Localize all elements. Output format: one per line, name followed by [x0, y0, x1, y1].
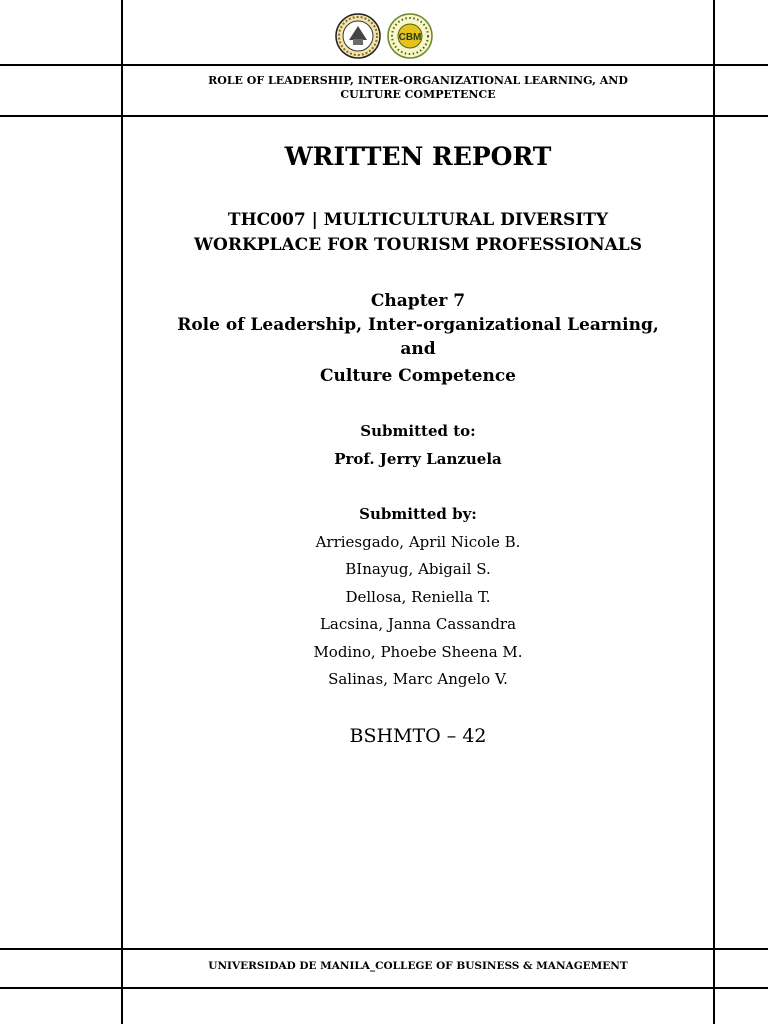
course-title: [123, 208, 713, 258]
course-title-line1: THC007 | MULTICULTURAL DIVERSITY: [227, 210, 609, 230]
section-code: BSHMTO – 42: [349, 725, 487, 747]
cbm-logo-text: CBM: [398, 32, 422, 43]
header-title-line1: ROLE OF LEADERSHIP, INTER-ORGANIZATIONAL LEARNING, AND: [208, 74, 628, 87]
header-top-rule: [0, 64, 768, 66]
submitted-to-label: Submitted to:: [360, 422, 476, 440]
member-name: Arriesgado, April Nicole B.: [315, 533, 521, 551]
submitted-to-name: Prof. Jerry Lanzuela: [334, 450, 502, 468]
header-bottom-rule: [0, 115, 768, 117]
chapter-title-line3: Culture Competence: [319, 366, 516, 386]
chapter-number: Chapter 7: [370, 291, 466, 311]
footer-bottom-rule: [0, 987, 768, 989]
member-name: Dellosa, Reniella T.: [345, 587, 491, 606]
footer-top-rule: [0, 948, 768, 950]
chapter-title-line2: and: [400, 339, 436, 359]
report-title: WRITTEN REPORT: [284, 142, 552, 171]
course-title-line2: WORKPLACE FOR TOURISM PROFESSIONALS: [193, 235, 643, 255]
header-title: [150, 74, 686, 102]
header-logos: [0, 12, 768, 60]
university-seal-logo: [334, 12, 382, 60]
footer-text: UNIVERSIDAD DE MANILA_COLLEGE OF BUSINESS & MANAGEMENT: [208, 960, 628, 972]
cbm-college-logo: [386, 12, 434, 60]
member-name: BInayug, Abigail S.: [345, 560, 491, 579]
submitted-by-label: Submitted by:: [359, 505, 477, 523]
member-name: Modino, Phoebe Sheena M.: [313, 642, 523, 661]
member-name: Lacsina, Janna Cassandra: [319, 615, 517, 634]
right-border-line: [713, 0, 715, 1024]
chapter-heading: [123, 289, 713, 361]
chapter-title-line1: Role of Leadership, Inter-organizational Learning,: [177, 315, 659, 335]
header-title-line2: CULTURE COMPETENCE: [340, 88, 496, 101]
member-name: Salinas, Marc Angelo V.: [328, 669, 508, 688]
member-list: [123, 532, 713, 696]
